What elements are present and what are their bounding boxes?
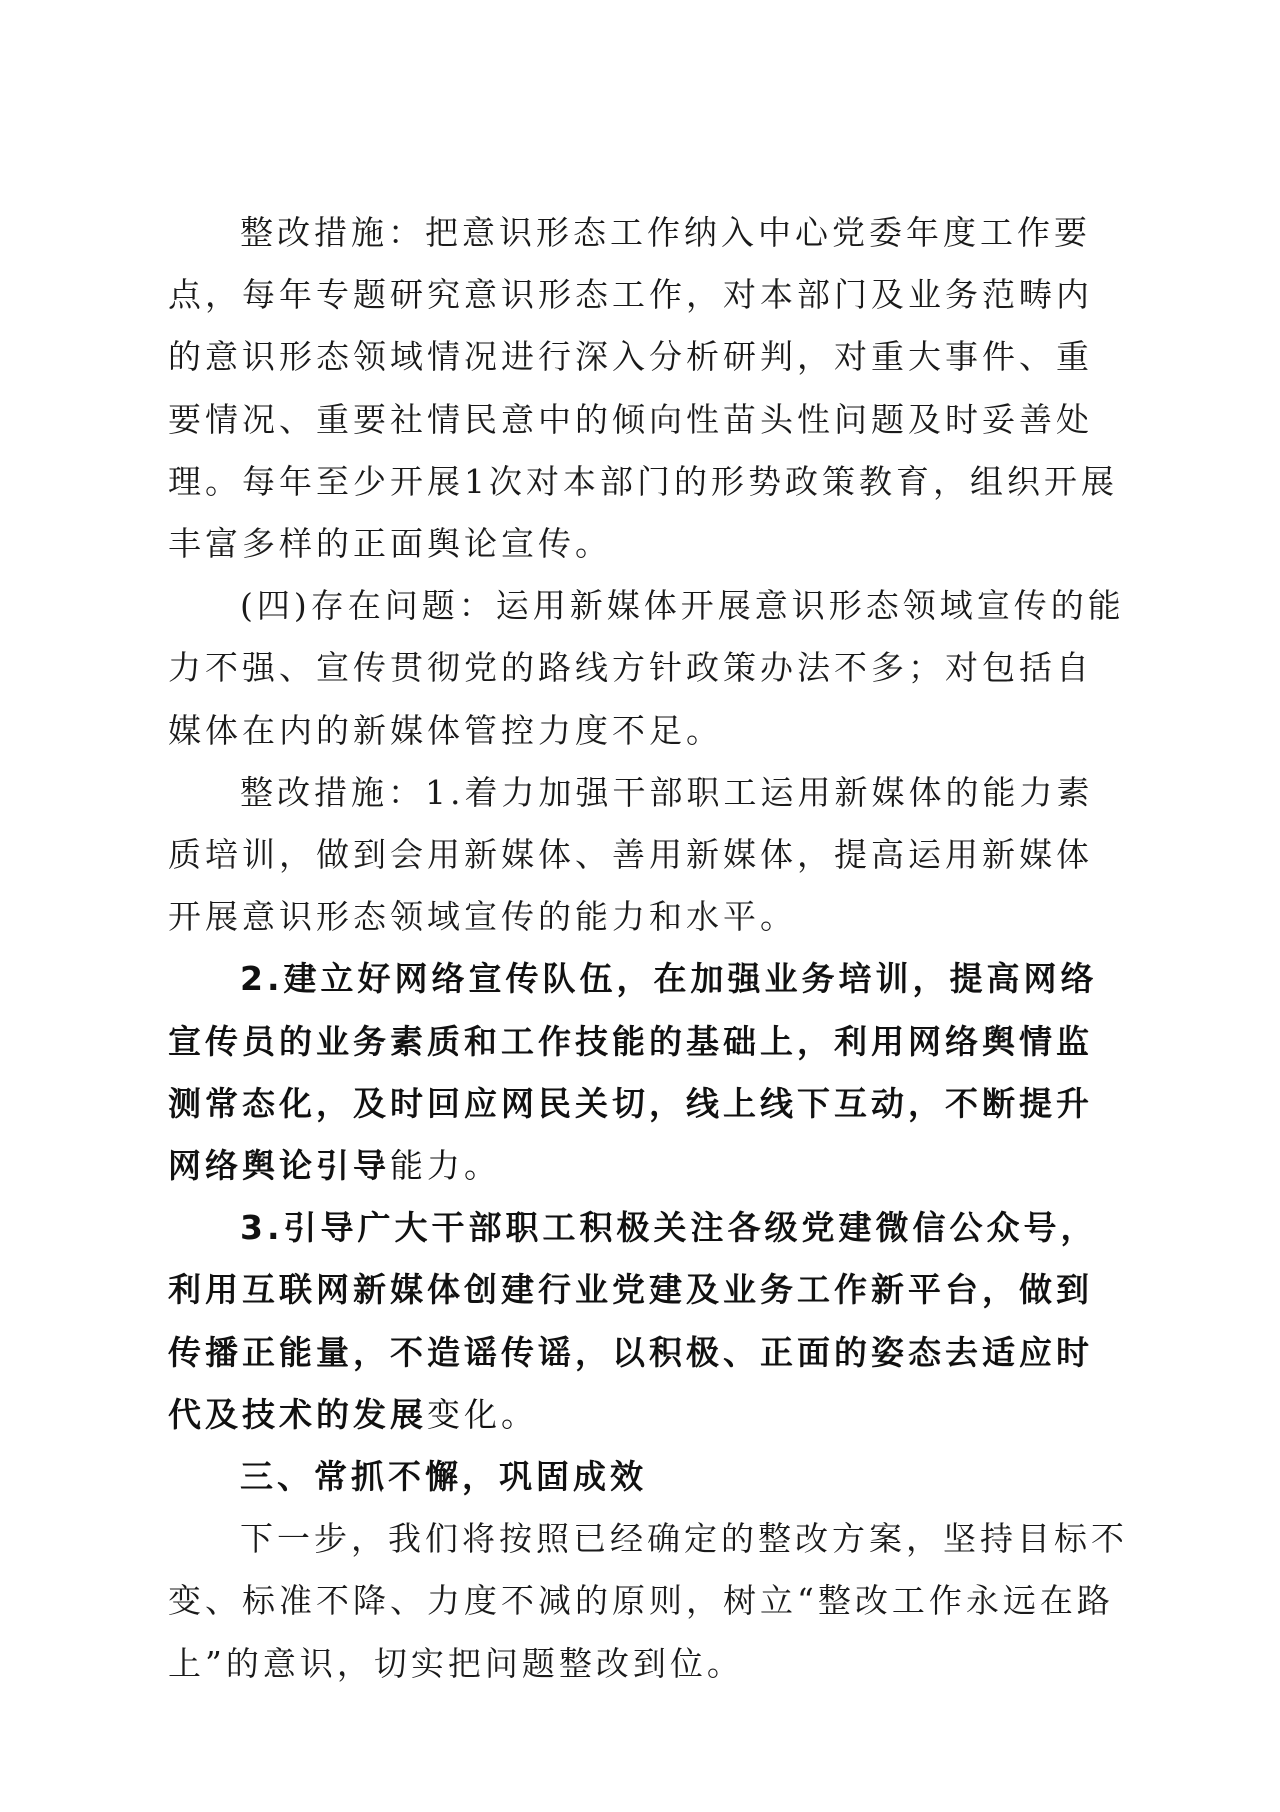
paragraph-existing-problem: (四)存在问题：运用新媒体开展意识形态领域宣传的能力不强、宣传贯彻党的路线方针政策办法不多；对包括自媒体在内的新媒体管控力度不足。 (168, 586, 1125, 750)
measure-item-2-tail-text: 能力。 (390, 1146, 501, 1186)
document-body (168, 202, 1128, 1695)
section-heading: 三、常抓不懈，巩固成效 (240, 1457, 647, 1497)
paragraph-measure-item-2 (168, 948, 1128, 1197)
measure-item-3-bold-text: 3.引导广大干部职工积极关注各级党建微信公众号，利用互联网新媒体创建行业党建及业务工作新平台，做到传播正能量，不造谣传谣，以积极、正面的姿态去适应时代及技术的发展 (168, 1208, 1098, 1434)
paragraph-next-steps: 下一步，我们将按照已经确定的整改方案，坚持目标不变、标准不降、力度不减的原则，树立“整改工作永远在路上”的意识，切实把问题整改到位。 (168, 1519, 1128, 1683)
measure-item-2-bold-text: 2.建立好网络宣传队伍，在加强业务培训，提高网络宣传员的业务素质和工作技能的基础上，利用网络舆情监测常态化，及时回应网民关切，线上线下互动，不断提升网络舆论引导 (168, 959, 1098, 1186)
paragraph-rectification-measures: 整改措施：把意识形态工作纳入中心党委年度工作要点，每年专题研究意识形态工作，对本部门及业务范畴内的意识形态领域情况进行深入分析研判，对重大事件、重要情况、重要社情民意中的倾向性苗头性问题及时妥善处理。每年至少开展1次对本部门的形势政策教育，组织开展丰富多样的正面舆论宣传。 (168, 213, 1118, 564)
paragraph-measure-item-3 (168, 1197, 1128, 1446)
paragraph-measure-item-1: 整改措施：1.着力加强干部职工运用新媒体的能力素质培训，做到会用新媒体、善用新媒体，提高运用新媒体开展意识形态领域宣传的能力和水平。 (168, 772, 1094, 937)
measure-item-3-tail-text: 变化。 (427, 1394, 538, 1434)
